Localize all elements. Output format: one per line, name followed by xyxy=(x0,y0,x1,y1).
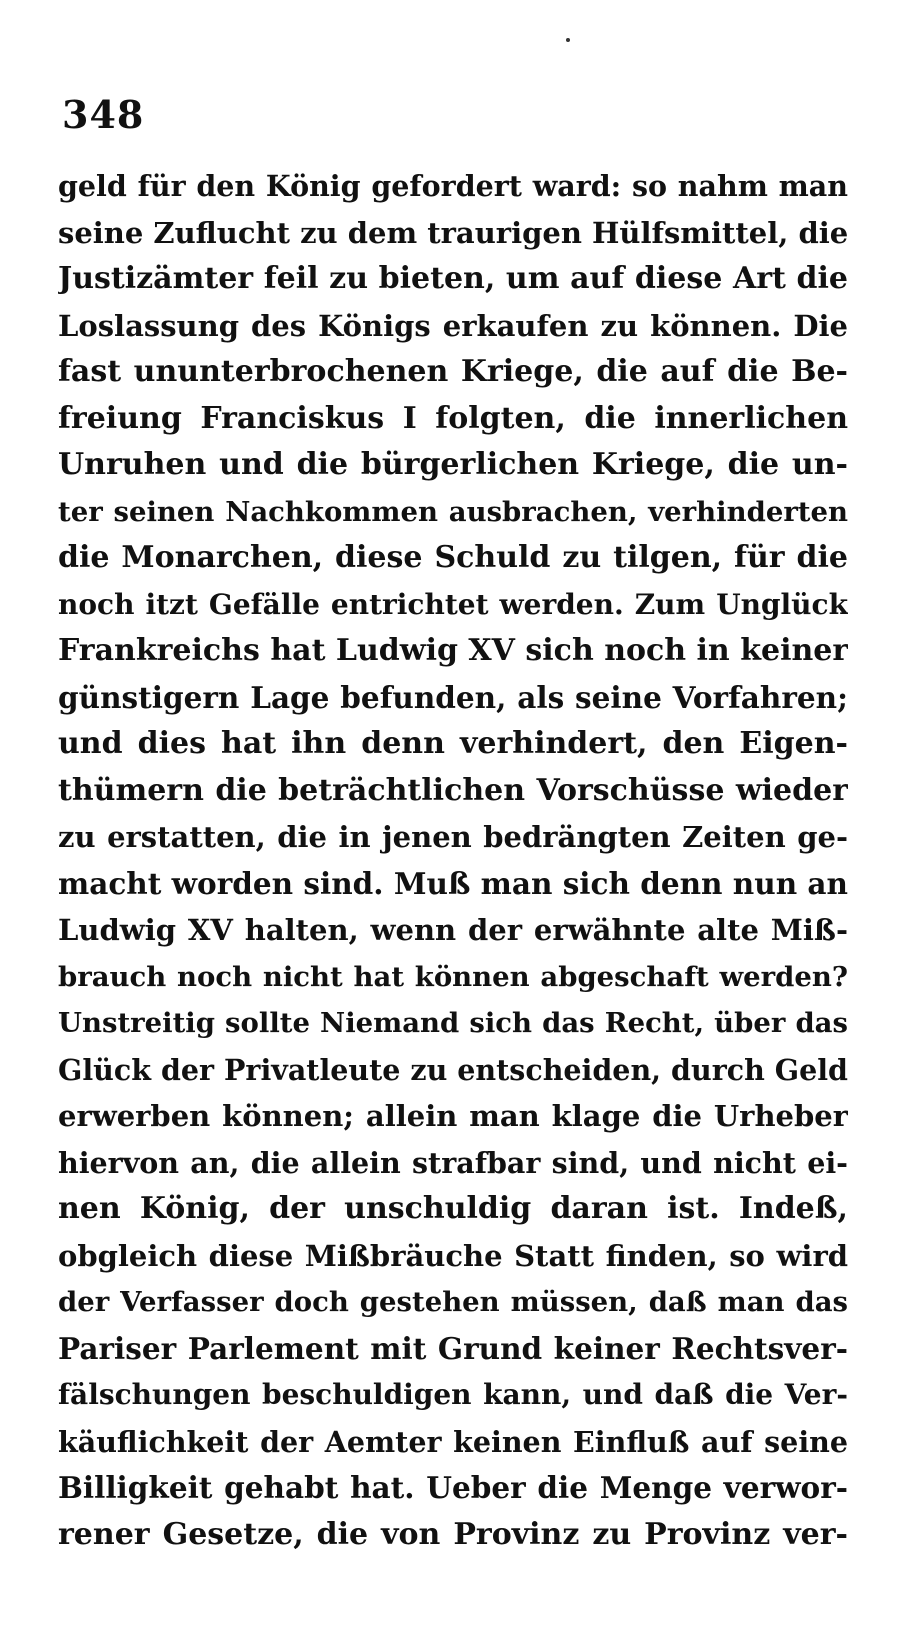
text-line: Frankreichs hat Ludwig XV sich noch in keiner xyxy=(58,633,848,668)
text-line: und dies hat ihn denn verhindert, den Eigen- xyxy=(58,726,848,761)
text-line: Unstreitig sollte Niemand sich das Recht, über das xyxy=(58,1007,848,1039)
text-line: käuflichkeit der Aemter keinen Einfluß auf seine xyxy=(58,1424,848,1459)
text-line: freiung Franciskus I folgten, die innerlichen xyxy=(58,400,848,436)
text-line: zu erstatten, die in jenen bedrängten Zeiten ge- xyxy=(58,820,848,854)
text-line: Justizämter feil zu bieten, um auf diese Art die xyxy=(58,261,848,296)
text-line: nen König, der unschuldig daran ist. Indeß, xyxy=(58,1191,848,1226)
text-line: Pariser Parlement mit Grund keiner Rechtsver- xyxy=(58,1330,848,1366)
print-speck xyxy=(566,38,570,42)
text-line: Unruhen und die bürgerlichen Kriege, die un- xyxy=(58,447,848,482)
text-line: der Verfasser doch gestehen müssen, daß man das xyxy=(58,1286,848,1318)
page-number: 348 xyxy=(62,92,145,137)
text-line: seine Zuflucht zu dem traurigen Hülfsmittel, die xyxy=(58,215,848,250)
text-line: noch itzt Gefälle entrichtet werden. Zum Unglück xyxy=(58,587,848,621)
text-line: rener Gesetze, die von Provinz zu Provinz ver- xyxy=(58,1516,848,1552)
text-line: Glück der Privatleute zu entscheiden, durch Geld xyxy=(58,1052,848,1087)
text-line: Loslassung des Königs erkaufen zu können. Die xyxy=(58,308,848,343)
text-line: hiervon an, die allein strafbar sind, und nicht ei- xyxy=(58,1145,848,1180)
text-line: brauch noch nicht hat können abgeschaft werden? xyxy=(58,960,848,993)
text-line: macht worden sind. Muß man sich denn nun an xyxy=(58,865,848,901)
text-line: obgleich diese Mißbräuche Statt finden, so wird xyxy=(58,1238,848,1273)
text-line: fälschungen beschuldigen kann, und daß die Ver- xyxy=(58,1378,848,1411)
text-line: fast ununterbrochenen Kriege, die auf die Be- xyxy=(58,354,848,389)
text-line: geld für den König gefordert ward: so nahm man xyxy=(58,169,848,203)
text-line: Ludwig XV halten, wenn der erwähnte alte Miß- xyxy=(58,913,848,947)
body-text xyxy=(58,163,848,1558)
text-line: günstigern Lage befunden, als seine Vorfahren; xyxy=(58,679,848,715)
text-line: thümern die beträchtlichen Vorschüsse wieder xyxy=(58,772,848,808)
text-line: ter seinen Nachkommen ausbrachen, verhinderten xyxy=(58,495,848,528)
text-line: die Monarchen, diese Schuld zu tilgen, für die xyxy=(58,540,848,575)
text-line: Billigkeit gehabt hat. Ueber die Menge verwor- xyxy=(58,1470,848,1505)
text-line: erwerben können; allein man klage die Urheber xyxy=(58,1099,848,1133)
